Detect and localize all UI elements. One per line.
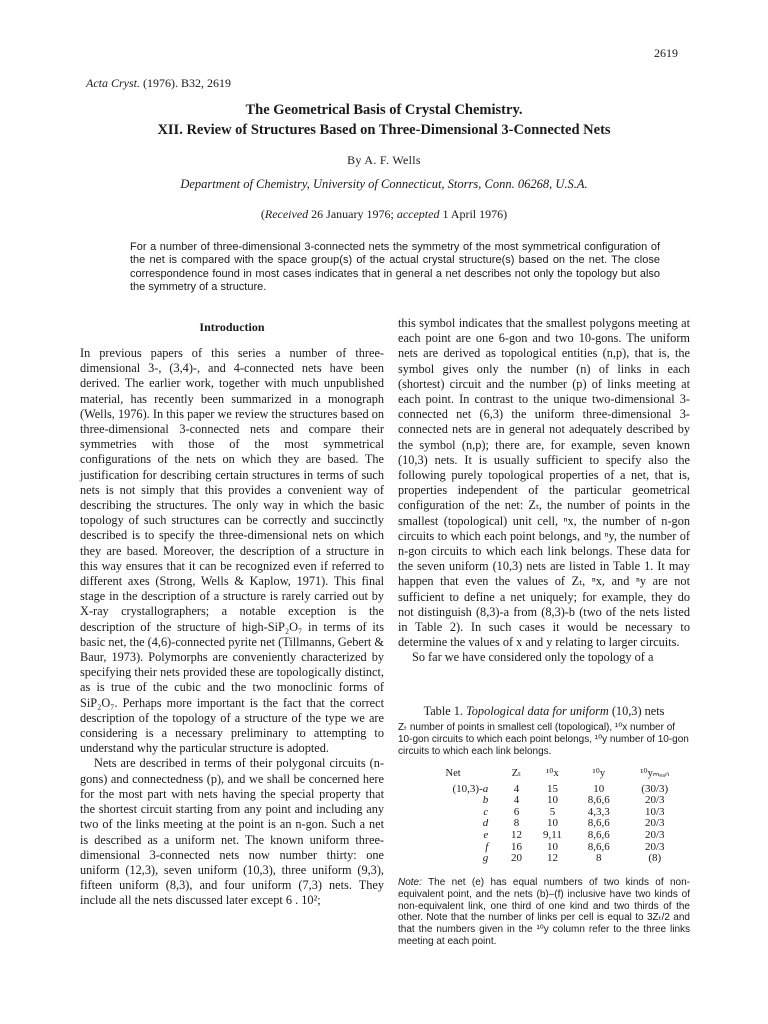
cell-10y: 8,6,6 <box>587 794 610 807</box>
table-header-row <box>404 768 686 784</box>
abstract: For a number of three-dimensional 3-connected nets the symmetry of the most symmetrical configuration of the net is compared with the space group(s) of the actual crystal structure(s) based on the net. The close correspondence found in most cases indicates that in general a net describes not only the topology but also the symmetry of a structure. <box>130 241 660 294</box>
net-letter: c <box>483 805 489 818</box>
journal-name: Acta Cryst. <box>86 76 140 90</box>
paragraph-4: So far we have considered only the topology of a <box>412 650 654 665</box>
cell-10y-mean: 20/3 <box>644 817 665 830</box>
cell-10x: 5 <box>549 805 556 818</box>
table-1-footnote <box>398 877 690 948</box>
journal-citation <box>86 76 231 91</box>
page-number: 2619 <box>654 46 678 60</box>
cell-10y-mean: (8) <box>648 852 662 865</box>
cell-10x: 10 <box>546 794 558 807</box>
cell-10y-mean: 10/3 <box>644 805 665 818</box>
footnote-label: Note: <box>398 877 422 888</box>
cell-10x: 15 <box>546 782 558 795</box>
cell-zt: 4 <box>513 794 520 807</box>
table-row <box>404 853 686 865</box>
cell-zt: 16 <box>511 840 522 853</box>
cell-zt: 20 <box>511 852 522 865</box>
cell-10y-mean: 20/3 <box>644 794 665 807</box>
cell-zt: 8 <box>513 817 520 830</box>
citation-details: (1976). B32, 2619 <box>140 76 231 90</box>
table-row <box>404 795 686 807</box>
net-letter: f <box>485 840 489 853</box>
received-date: 26 January 1976; <box>308 207 397 221</box>
paragraph-2: Nets are described in terms of their polygonal circuits (n-gons) and connectedness (p), and we shall be concerned here for the most part with nets having the special property that the shortest circuit starting from any point and including any two of the links meeting at the point is an n-gon. Such a net is described as a uniform net. The known uniform three-dimensional 3-connected nets now number thirty: one uniform (12,3), seven uniform (10,3), three uniform (9,3), fifteen uniform (8,3), and four uniform (7,3) nets. They include all the nets discussed later except 6 . 10²; <box>80 756 384 908</box>
net-letter: b <box>482 794 489 807</box>
cell-10y-mean: 20/3 <box>644 828 665 841</box>
title-line-2: XII. Review of Structures Based on Three-Dimensional 3-Connected Nets <box>157 122 611 138</box>
header-zt: Zₜ <box>511 768 522 779</box>
cell-10x: 12 <box>546 852 558 865</box>
header-net: Net <box>445 768 461 779</box>
cell-10y-mean: 20/3 <box>644 840 665 853</box>
cell-10x: 10 <box>546 840 558 853</box>
cell-10x: 10 <box>546 817 558 830</box>
cell-zt: 6 <box>513 805 520 818</box>
received-label: Received <box>264 207 309 221</box>
paragraph-1: In previous papers of this series a number of three-dimensional 3-, (3,4)-, and 4-connected nets have been derived. The earlier work, together with much unpublished material, has recently been summarized in a monograph (Wells, 1976). In this paper we review the structures based on three-dimensional 3-connected nets and compare their symmetries with those of the most symmetrical configurations of the nets on which they are based. The justification for describing certain structures in terms of such nets is not simply that this provides a convenient way of describing the structures. The only way in which the basic topology of such structures can be correctly and succinctly described is to specify the three-dimensional nets on which they are based. Moreover, the description of a structure in this way ensures that it can be recognized even if referred to different axes (Strong, Wells & Kaplow, 1971). This final stage in the description of a structure is rarely carried out by X-ray crystallographers; a notable exception is the description of the structure of high-SiP₂O₇ in terms of its basic net, the (4,6)-connected pyrite net (Tillmanns, Gebert & Baur, 1973). Polymorphs are conveniently characterized by specifying their nets provided these are topologically distinct, as is true of the cubic and the two monoclinic forms of SiP₂O₇. Perhaps more important is the fact that the correct description of the topology of a structure of the type we are considering is a necessary preliminary to attempting to understand why the particular structure is adopted. <box>80 346 384 756</box>
table-row <box>404 807 686 819</box>
header-10y-mean: ¹⁰yₘₑₐₙ <box>640 768 670 779</box>
table-1-caption-italic: Topological data for uniform <box>466 704 609 718</box>
cell-10y: 8,6,6 <box>587 817 610 830</box>
cell-10y: 8 <box>596 852 602 865</box>
table-1-caption-prefix: Table 1. <box>423 704 467 718</box>
author-affiliation: Department of Chemistry, University of Connecticut, Storrs, Conn. 06268, U.S.A. <box>180 177 588 191</box>
cell-10y: 8,6,6 <box>587 828 610 841</box>
header-10y: ¹⁰y <box>592 768 606 779</box>
right-column <box>398 316 690 666</box>
footnote-text: The net (e) has equal numbers of two kinds of non-equivalent point, and the nets (b)–(f) inclusive have two kinds of non-equivalent link, one third of one kind and two thirds of the other. Note that the number of links per cell is equal to 3Zₜ/2 and that the numbers given in the ¹⁰y column refer to the three links meeting at each point. <box>398 877 690 947</box>
table-1 <box>404 768 686 865</box>
cell-10y: 4,3,3 <box>587 805 610 818</box>
table-row <box>404 842 686 854</box>
paragraph-3: this symbol indicates that the smallest polygons meeting at each point are one 6-gon and two 10-gons. The uniform nets are derived as topological entities (n,p), that is, the symbol gives only the number (n) of links in each (shortest) circuit and the number (p) of links meeting at each point. In contrast to the unique two-dimensional 3-connected net (6,3) the uniform three-dimensional 3-connected nets are in general not adequately described by the symbol (n,p); there are, for example, seven known (10,3) nets. It is usually sufficient to specify also the following purely topological properties of a net, that is, properties independent of the particular geometrical configuration of the net: Zₜ, the number of points in the smallest (topological) unit cell, ⁿx, the number of n-gon circuits to which each point belongs, and ⁿy, the number of n-gon circuits to which each link belongs. These data for the seven uniform (10,3) nets are listed in Table 1. It may happen that even the values of Zₜ, ⁿx, and ⁿy are not sufficient to define a net uniquely; for example, they do not distinguish (8,3)-a from (8,3)-b (two of the nets listed in Table 2). In such cases it would be necessary to determine the values of x and y relating to larger circuits. <box>398 316 690 650</box>
net-prefix: (10,3)- <box>452 782 483 795</box>
cell-10y-mean: (30/3) <box>641 782 669 795</box>
net-letter: g <box>482 852 489 865</box>
received-dates <box>0 207 768 222</box>
cell-zt: 4 <box>513 782 520 795</box>
net-letter: e <box>483 828 489 841</box>
cell-10y: 8,6,6 <box>587 840 610 853</box>
table-1-legend: Zₜ number of points in smallest cell (topological), ¹⁰x number of 10-gon circuits to which each point belongs, ¹⁰y number of 10-gon circuits to which each link belongs. <box>398 722 689 757</box>
cell-10y: 10 <box>593 782 605 795</box>
accepted-date: 1 April 1976) <box>439 207 508 221</box>
table-1-caption-suffix: (10,3) nets <box>608 704 665 718</box>
title-line-1: The Geometrical Basis of Crystal Chemistry. <box>245 102 523 118</box>
section-heading-introduction: Introduction <box>199 320 265 334</box>
accepted-label: accepted <box>396 207 440 221</box>
table-row <box>404 830 686 842</box>
table-row <box>404 784 686 796</box>
received-open: ( <box>260 207 265 221</box>
net-letter: d <box>482 817 489 830</box>
left-column <box>80 346 384 909</box>
cell-zt: 12 <box>511 828 522 841</box>
table-1-caption <box>398 704 690 719</box>
net-letter: a <box>482 782 489 795</box>
cell-net <box>404 853 502 865</box>
cell-10x: 9,11 <box>543 828 562 841</box>
header-10x: ¹⁰x <box>546 768 559 779</box>
author-byline: By A. F. Wells <box>347 153 421 167</box>
